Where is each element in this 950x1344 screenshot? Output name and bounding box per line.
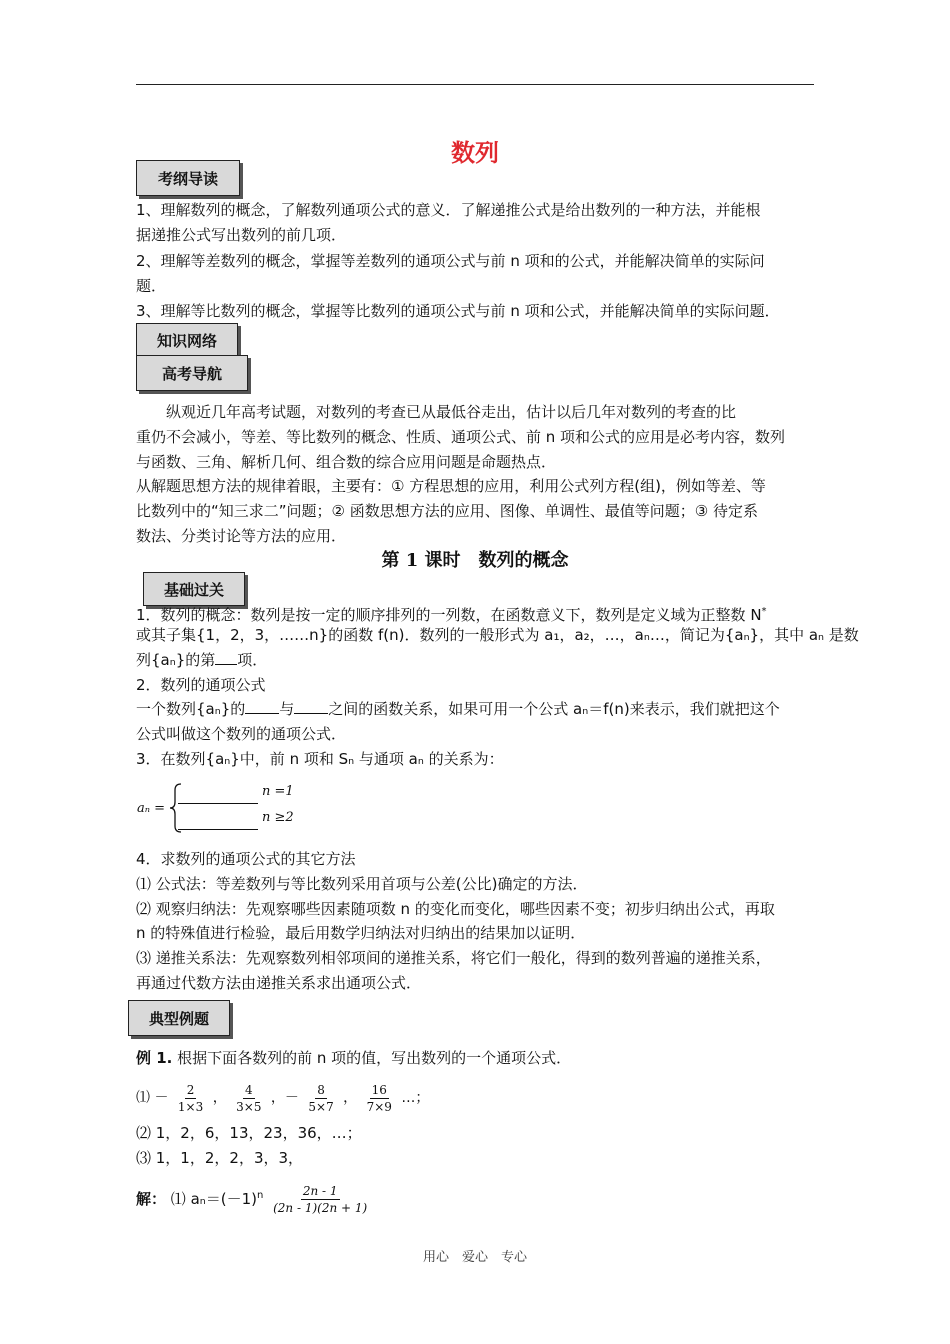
example-label: 例 1.: [136, 1049, 173, 1067]
fraction: [271, 1184, 369, 1215]
guide-line: 比数列中的“知三求二”问题；② 函数思想方法的应用、图像、单调性、最值等问题；③ 待定系: [136, 502, 758, 520]
guide-line: 重仍不会减小，等差、等比数列的概念、性质、通项公式、前 n 项和公式的应用是必考内容，数列: [136, 428, 786, 446]
text: 一个数列{aₙ}的: [136, 700, 246, 718]
method-line: ⑵ 观察归纳法：先观察哪些因素随项数 n 的变化而变化，哪些因素不变；初步归纳出公式，再取: [136, 900, 775, 918]
example-q1: [136, 1078, 429, 1118]
example-prompt: [136, 1046, 571, 1071]
basics-heading: 3．在数列{aₙ}中，前 n 项和 Sₙ 与通项 aₙ 的关系为：: [136, 750, 504, 768]
section-label: 考纲导读: [157, 169, 218, 188]
fraction: [176, 1083, 205, 1114]
section-label: 基础过关: [163, 580, 224, 599]
basics-line: [136, 648, 267, 673]
text: ，: [212, 1090, 227, 1106]
text: 1．数列的概念：数列是按一定的顺序排列的一列数，在函数意义下，数列是定义域为正整数 N: [136, 606, 762, 624]
numerator: 4: [244, 1082, 253, 1097]
numerator: 2: [186, 1082, 195, 1097]
guide-line: 数法、分类讨论等方法的应用．: [136, 527, 347, 545]
outline-line: 3、理解等比数列的概念，掌握等比数列的通项公式与前 n 项和公式，并能解决简单的实际问题．: [136, 302, 780, 320]
formula-condition: n =1: [262, 784, 294, 799]
brace-icon: [168, 782, 184, 834]
outline-line: 据递推公式写出数列的前几项．: [136, 226, 347, 244]
section-label: 典型例题: [148, 1009, 209, 1028]
section-box-guide: [136, 355, 248, 391]
text: 列{aₙ}的第: [136, 651, 216, 669]
page-footer: 用心 爱心 专心: [422, 1250, 527, 1265]
outline-line: 1、理解数列的概念，了解数列通项公式的意义．了解递推公式是给出数列的一种方法，并能根: [136, 201, 761, 219]
formula-blank-1: [178, 803, 258, 804]
text: 项．: [237, 651, 268, 669]
method-line: 再通过代数方法由递推关系求出通项公式．: [136, 974, 422, 992]
outline-line: 题．: [136, 277, 167, 295]
solution-label: 解：: [136, 1190, 167, 1208]
denominator: 3×5: [236, 1099, 262, 1114]
text: ，: [343, 1090, 358, 1106]
solution-line: [136, 1176, 372, 1219]
text: 与: [279, 700, 295, 718]
numerator: 16: [371, 1082, 387, 1097]
section-label: 高考导航: [161, 364, 222, 383]
guide-line: 从解题思想方法的规律着眼，主要有：① 方程思想的应用，利用公式列方程(组)，例如等差、等: [136, 477, 766, 495]
page-title: 数列: [451, 139, 499, 167]
method-line: ⑶ 递推关系法：先观察数列相邻项间的递推关系，将它们一般化，得到的数列普遍的递推关系，: [136, 949, 771, 967]
header-rule: [136, 84, 814, 85]
text: ⑴ aₙ＝(－1): [170, 1190, 257, 1208]
fraction: [234, 1083, 263, 1114]
section-label: 知识网络: [156, 331, 217, 350]
section-box-outline: [136, 160, 240, 196]
fraction: [365, 1083, 394, 1114]
text: …；: [401, 1090, 430, 1106]
example-q3: ⑶ 1，1，2，2，3，3，: [136, 1149, 304, 1167]
text: 根据下面各数列的前 n 项的值，写出数列的一个通项公式．: [172, 1049, 572, 1067]
basics-line: 公式叫做这个数列的通项公式．: [136, 725, 347, 743]
lesson-title: 第 1 课时 数列的概念: [381, 550, 569, 571]
numerator: 8: [317, 1082, 325, 1097]
fill-blank: [294, 699, 328, 714]
outline-line: 2、理解等差数列的概念，掌握等差数列的通项公式与前 n 项和的公式，并能解决简单的实际问: [136, 252, 765, 270]
method-line: n 的特殊值进行检验，最后用数学归纳法对归纳出的结果加以证明．: [136, 924, 586, 942]
basics-heading: 4．求数列的通项公式的其它方法: [136, 850, 356, 868]
formula-blank-2: [178, 829, 258, 830]
denominator: 7×9: [366, 1099, 392, 1114]
denominator: (2n - 1)(2n + 1): [273, 1201, 368, 1215]
guide-line: 与函数、三角、解析几何、组合数的综合应用问题是命题热点．: [136, 453, 557, 471]
text: 之间的函数关系，如果可用一个公式 aₙ＝f(n)来表示，我们就把这个: [328, 700, 780, 718]
section-box-examples: [128, 1000, 230, 1036]
denominator: 5×7: [308, 1099, 334, 1114]
basics-line: 或其子集{1，2，3，……n}的函数 f(n)．数列的一般形式为 a₁，a₂，…，aₙ…，简记为{aₙ}，其中 aₙ 是数: [136, 626, 859, 644]
method-line: ⑴ 公式法：等差数列与等比数列采用首项与公差(公比)确定的方法．: [136, 875, 588, 893]
fraction: [306, 1083, 335, 1114]
basics-line: [136, 697, 780, 722]
superscript: n: [256, 1190, 264, 1201]
text: ⑴ －: [136, 1090, 169, 1106]
text: ，－: [270, 1090, 299, 1106]
section-box-network: [136, 323, 238, 357]
guide-line: 纵观近几年高考试题，对数列的考查已从最低谷走出，估计以后几年对数列的考查的比: [136, 403, 737, 421]
example-q2: ⑵ 1，2，6，13，23，36，…；: [136, 1124, 362, 1142]
fill-blank: [215, 650, 237, 665]
numerator: 2n - 1: [302, 1184, 338, 1198]
superscript: *: [761, 606, 767, 617]
formula-condition: n ≥2: [262, 810, 294, 825]
denominator: 1×3: [177, 1099, 204, 1114]
fill-blank: [245, 699, 279, 714]
formula-lhs: aₙ =: [137, 801, 166, 816]
basics-heading: 2．数列的通项公式: [136, 676, 266, 694]
